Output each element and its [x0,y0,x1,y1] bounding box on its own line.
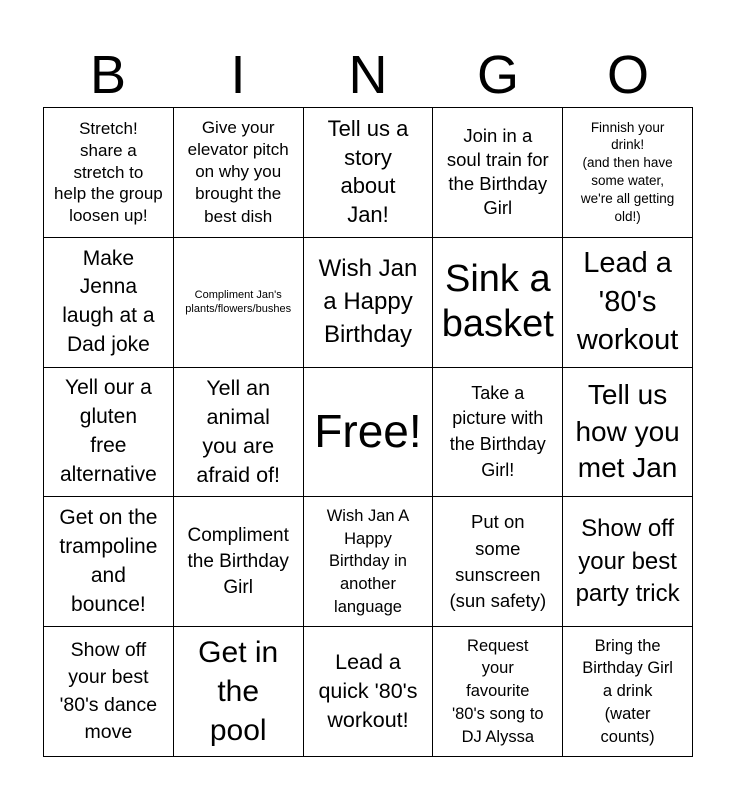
bingo-cell-text: Bring the Birthday Girl a drink (water counts) [582,636,673,746]
bingo-cell-text: Take a picture with the Birthday Girl! [449,382,546,480]
bingo-cell-text: Wish Jan a Happy Birthday [318,254,418,348]
header-letter-n: N [348,45,388,105]
bingo-cell[interactable] [563,627,693,757]
bingo-cell-text: Finnish your drink! (and then have some water, we're all getting old!) [580,119,675,225]
bingo-cell[interactable] [563,497,693,627]
bingo-cell[interactable] [174,238,304,368]
bingo-cell-text: Tell us how you met Jan [575,379,680,484]
bingo-cell-text: Compliment the Birthday Girl [187,524,289,598]
bingo-cell-text: Join in a soul train for the Birthday Girl [446,125,549,219]
bingo-cell-text: Stretch! share a stretch to help the group loosen up! [54,119,163,226]
bingo-cell[interactable] [563,368,693,498]
bingo-cell-text: Get in the pool [198,636,279,748]
bingo-cell-text: Free! [314,405,422,458]
bingo-cell[interactable] [304,497,434,627]
bingo-cell[interactable] [433,368,563,498]
bingo-cell-text: Put on some sunscreen (sun safety) [449,511,547,612]
bingo-cell[interactable] [304,627,434,757]
bingo-cell[interactable] [174,108,304,238]
bingo-cell-text: Request your favourite '80's song to DJ Alyssa [451,636,544,746]
bingo-cell[interactable] [44,108,174,238]
bingo-cell[interactable] [433,108,563,238]
header-letter-i: I [230,45,246,105]
bingo-cell-text: Show off your best '80's dance move [59,639,158,743]
bingo-cell-text: Lead a quick '80's workout! [318,650,418,733]
bingo-cell-text: Give your elevator pitch on why you brought the best dish [187,118,289,226]
bingo-cell[interactable] [44,627,174,757]
header-letter-g: G [476,45,519,105]
bingo-cell-text: Show off your best party trick [575,515,680,607]
bingo-header [43,44,693,106]
bingo-cell[interactable] [563,238,693,368]
bingo-cell[interactable] [433,238,563,368]
bingo-cell[interactable] [44,238,174,368]
bingo-cell[interactable] [174,497,304,627]
bingo-cell[interactable] [433,627,563,757]
bingo-cell[interactable] [304,238,434,368]
bingo-cell-text: Wish Jan A Happy Birthday in another language [326,506,410,616]
bingo-cell-text: Yell our a gluten free alternative [59,376,157,486]
bingo-cell-free[interactable] [304,368,434,498]
bingo-cell[interactable] [304,108,434,238]
bingo-cell[interactable] [174,368,304,498]
bingo-cell-text: Tell us a story about Jan! [327,116,409,227]
header-letter-o: O [606,45,649,105]
bingo-cell-text: Make Jenna laugh at a Dad joke [62,246,155,356]
bingo-cell-text: Compliment Jan's plants/flowers/bushes [185,288,292,316]
bingo-cell-text: Yell an animal you are afraid of! [196,375,281,487]
bingo-cell[interactable] [563,108,693,238]
bingo-card [43,107,693,757]
bingo-cell[interactable] [433,497,563,627]
bingo-cell-text: Lead a '80's workout [576,247,679,357]
bingo-cell[interactable] [174,627,304,757]
bingo-cell-text: Get on the trampoline and bounce! [59,506,158,616]
header-letter-b: B [89,45,127,105]
bingo-cell[interactable] [44,497,174,627]
bingo-cell[interactable] [44,368,174,498]
bingo-cell-text: Sink a basket [441,258,554,346]
